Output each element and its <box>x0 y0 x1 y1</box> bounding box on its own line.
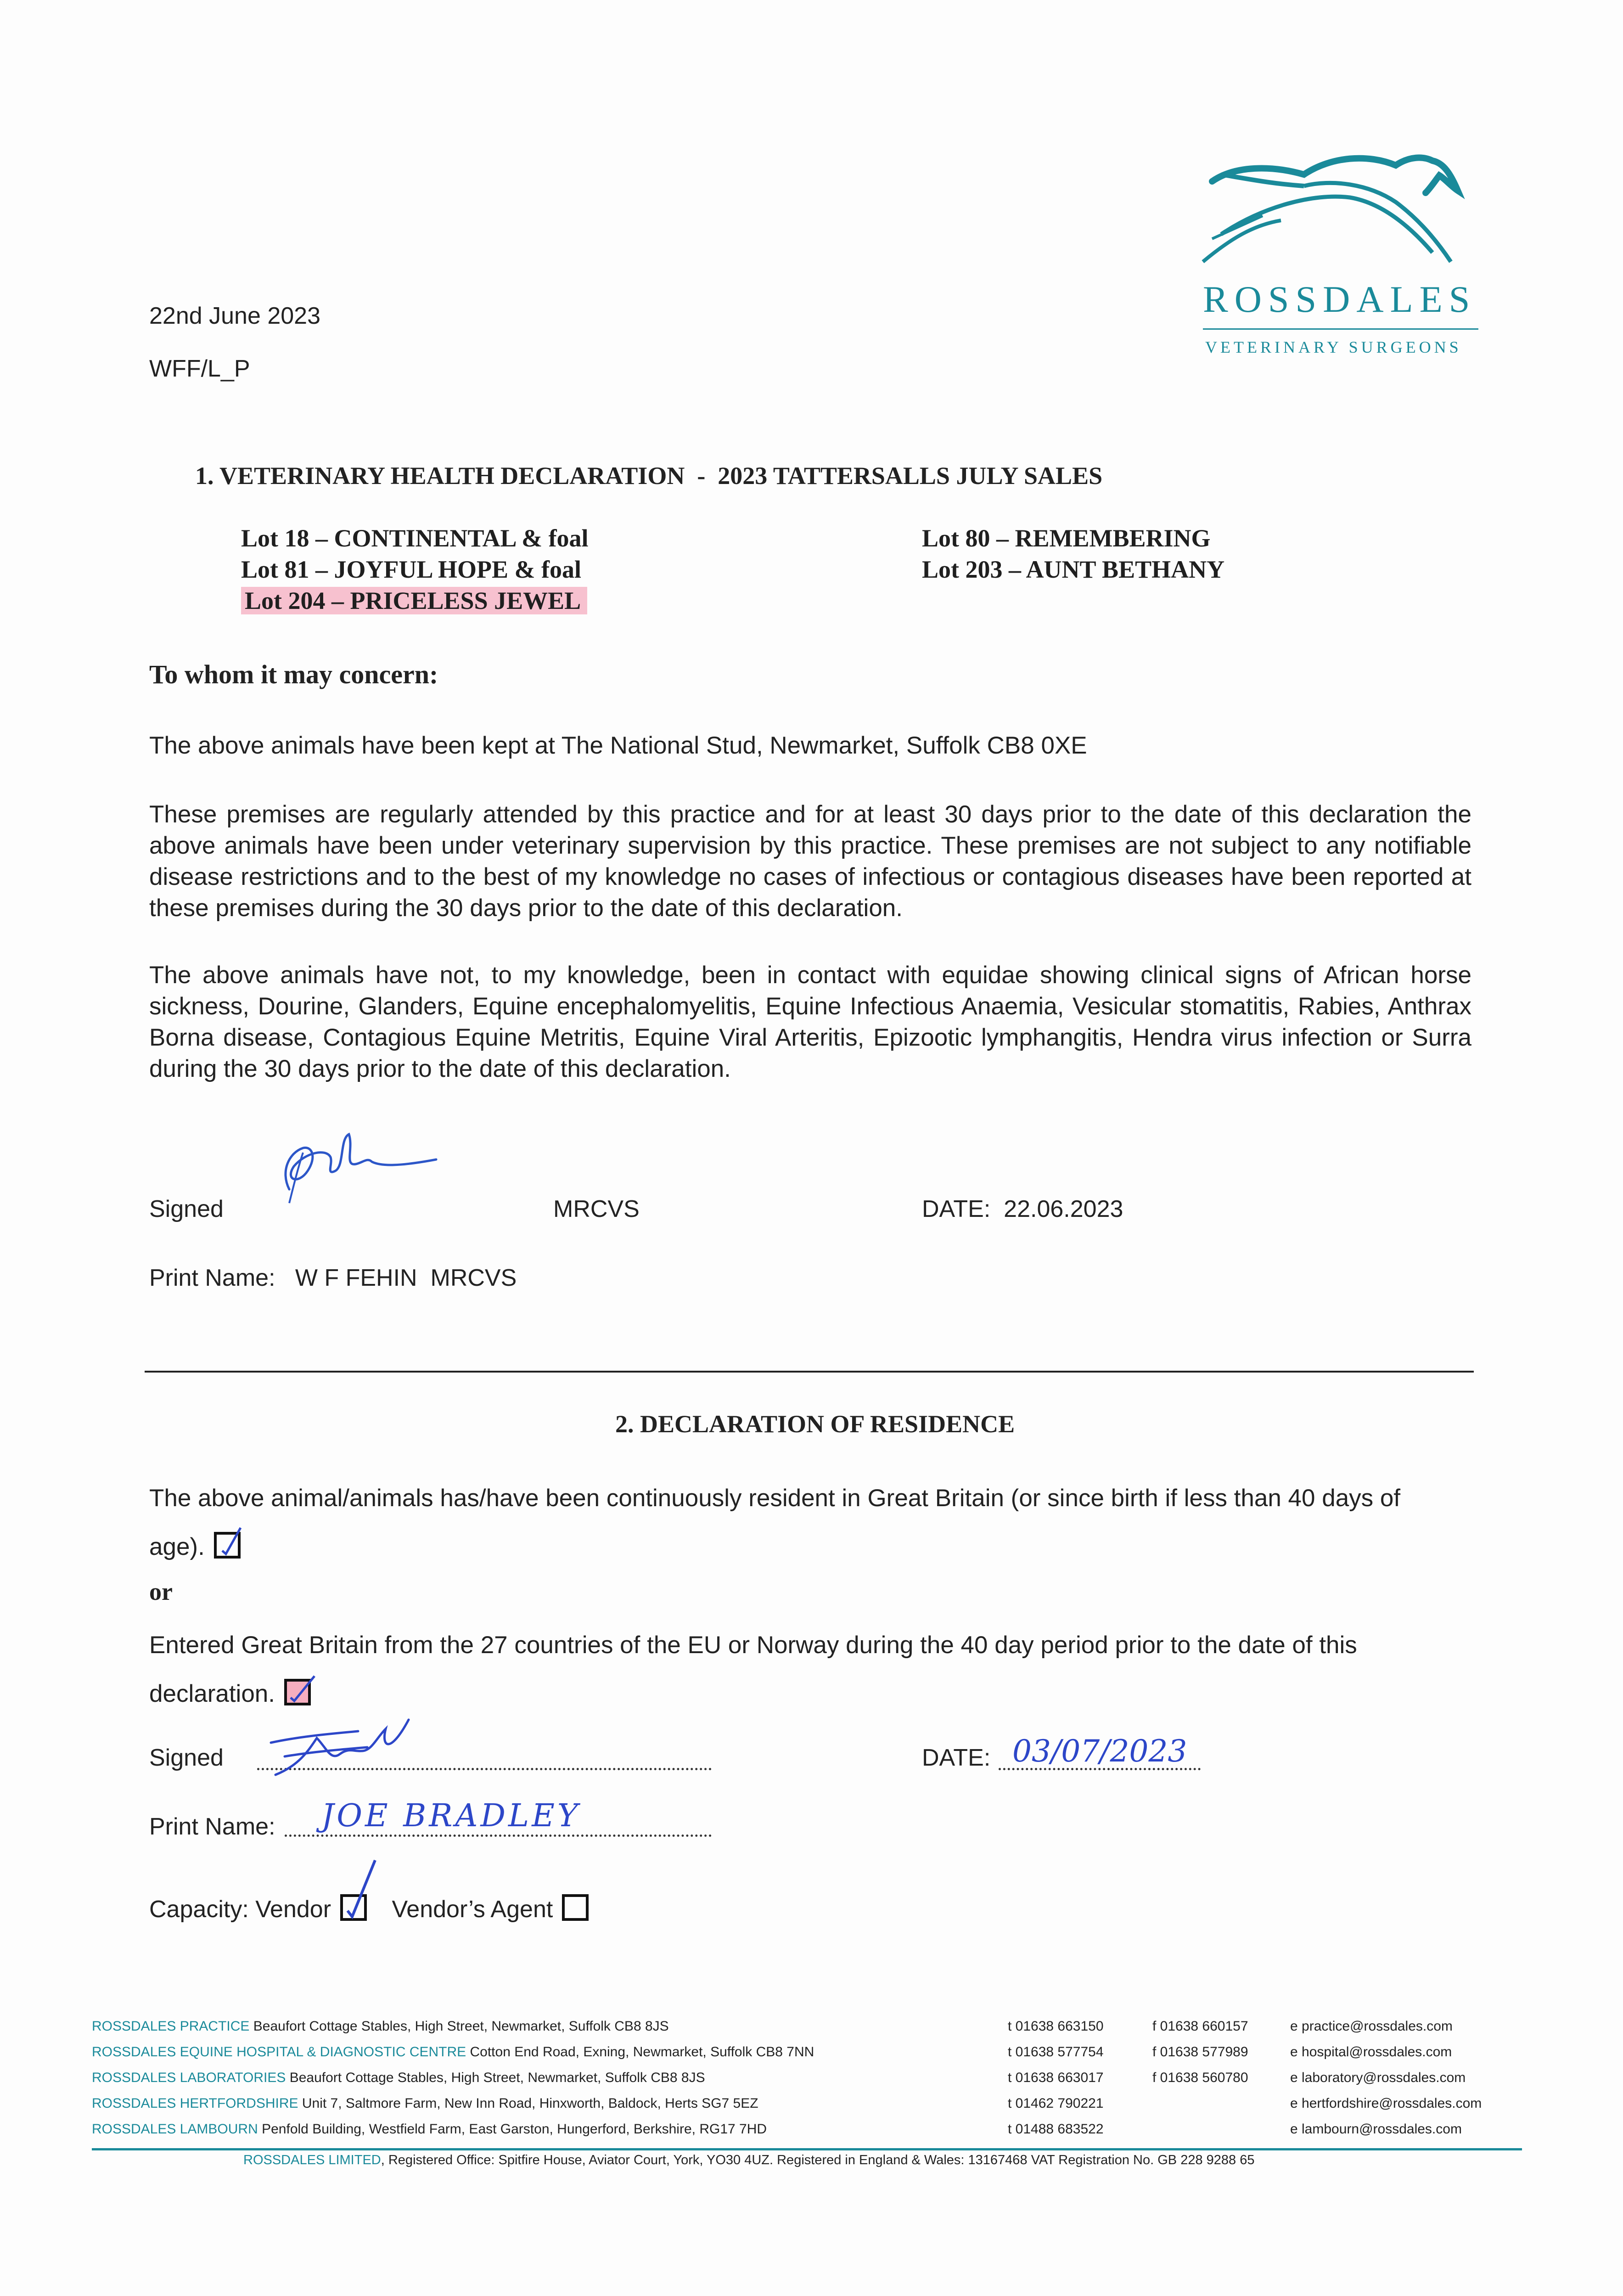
footer-row <box>92 2014 1538 2039</box>
vet-print-name: Print Name: W F FEHIN MRCVS <box>149 1265 517 1291</box>
reference-code: WFF/L_P <box>149 355 250 382</box>
footer-divider <box>92 2148 1522 2150</box>
highlighted-lot: Lot 204 – PRICELESS JEWEL <box>241 587 587 614</box>
lot-item: Lot 80 – REMEMBERING <box>922 524 1211 552</box>
footer-fax: f 01638 660157 <box>1152 2019 1248 2034</box>
lots-right <box>922 523 1224 585</box>
option1-text: The above animal/animals has/have been continuously resident in Great Britain (or since birth if less than 40 days of age). <box>149 1485 1401 1560</box>
footer-row <box>92 2116 1538 2142</box>
section1-title: 1. VETERINARY HEALTH DECLARATION - 2023 TATTERSALLS JULY SALES <box>195 462 1103 490</box>
footer-email[interactable]: e laboratory@rossdales.com <box>1290 2070 1466 2085</box>
lots-left <box>241 523 589 616</box>
registered-org: ROSSDALES LIMITED <box>243 2153 381 2167</box>
capacity-label: Capacity: Vendor <box>149 1896 331 1923</box>
vendor-print-name-value: JOE BRADLEY <box>321 1798 581 1834</box>
footer-address: Beaufort Cottage Stables, High Street, Newmarket, Suffolk CB8 8JS <box>289 2070 705 2085</box>
footer-email[interactable]: e lambourn@rossdales.com <box>1290 2122 1462 2137</box>
footer-email[interactable]: e hertfordshire@rossdales.com <box>1290 2096 1482 2111</box>
or-label: or <box>149 1578 173 1605</box>
footer-row <box>92 2039 1538 2065</box>
lot-item: Lot 81 – JOYFUL HOPE & foal <box>241 556 581 583</box>
footer-tel: t 01638 663150 <box>1008 2019 1104 2034</box>
footer-email[interactable]: e practice@rossdales.com <box>1290 2019 1453 2034</box>
print-name-dotted-line <box>285 1835 712 1837</box>
resident-checkbox[interactable] <box>214 1532 241 1559</box>
salutation: To whom it may concern: <box>149 659 438 689</box>
vendor-signature-line[interactable] <box>257 1743 712 1770</box>
checkmark-icon <box>287 1672 319 1705</box>
vendor-print-name-label: Print Name: <box>149 1813 275 1840</box>
rossdales-logo <box>1194 147 1488 363</box>
capacity-row <box>149 1894 589 1925</box>
footer-email[interactable]: e hospital@rossdales.com <box>1290 2044 1452 2060</box>
footer-org: ROSSDALES LABORATORIES <box>92 2070 286 2085</box>
vendor-date-value: 03/07/2023 <box>1012 1733 1187 1769</box>
footer-address: Unit 7, Saltmore Farm, New Inn Road, Hinxworth, Baldock, Herts SG7 5EZ <box>302 2096 758 2111</box>
footer-tel: t 01638 663017 <box>1008 2070 1104 2085</box>
footer-address: Cotton End Road, Exning, Newmarket, Suffolk CB8 7NN <box>470 2044 814 2060</box>
vendor-signature <box>257 1711 450 1784</box>
vendor-signed-label: Signed <box>149 1745 224 1771</box>
logo-name: ROSSDALES <box>1203 278 1477 320</box>
mrcvs-label: MRCVS <box>553 1196 640 1222</box>
footer-row <box>92 2065 1538 2091</box>
footer-address: Beaufort Cottage Stables, High Street, Newmarket, Suffolk CB8 8JS <box>253 2019 669 2034</box>
footer-contacts <box>92 2014 1538 2142</box>
section2-title: 2. DECLARATION OF RESIDENCE <box>615 1410 1015 1438</box>
vet-signature <box>262 1120 455 1212</box>
lot-item: Lot 203 – AUNT BETHANY <box>922 556 1225 583</box>
checkmark-icon <box>341 1858 377 1922</box>
vendor-checkbox[interactable] <box>340 1894 367 1921</box>
footer-tel: t 01488 683522 <box>1008 2122 1104 2137</box>
lot-item: Lot 18 – CONTINENTAL & foal <box>241 524 589 552</box>
footer-org: ROSSDALES EQUINE HOSPITAL & DIAGNOSTIC CENTRE <box>92 2044 466 2060</box>
checkmark-icon <box>218 1525 245 1558</box>
footer-tel: t 01638 577754 <box>1008 2044 1104 2060</box>
footer-org: ROSSDALES PRACTICE <box>92 2019 250 2034</box>
entered-gb-checkbox[interactable] <box>284 1679 311 1705</box>
option2-text: Entered Great Britain from the 27 countries of the EU or Norway during the 40 day period prior to the date of this declaration. <box>149 1632 1357 1707</box>
vendor-date-label: DATE: <box>922 1745 991 1771</box>
footer-fax: f 01638 577989 <box>1152 2044 1248 2060</box>
footer-org: ROSSDALES HERTFORDSHIRE <box>92 2096 298 2111</box>
lot-item-highlighted <box>241 585 589 616</box>
vendor-date-field[interactable] <box>999 1733 1201 1770</box>
registered-office <box>243 2153 1254 2168</box>
logo-divider <box>1203 328 1478 330</box>
residence-option-1 <box>149 1474 1435 1571</box>
footer-address: Penfold Building, Westfield Farm, East Garston, Hungerford, Berkshire, RG17 7HD <box>262 2122 767 2137</box>
vendor-print-name-field[interactable] <box>285 1798 712 1837</box>
logo-tagline: VETERINARY SURGEONS <box>1205 338 1462 356</box>
footer-fax: f 01638 560780 <box>1152 2070 1248 2085</box>
paragraph-disease-contact: The above animals have not, to my knowledge, been in contact with equidae showing clinical signs of African horse sickness, Dourine, Glanders, Equine encephalomyelitis, Equine Infectious Anaemia, Vesicular stomatitis, Rabies, Anthrax Borna disease, Contagious Equine Metritis, Equine Viral Arteritis, Epizootic lymphangitis, Hendra virus infection or Surra during the 30 days prior to the date of this declaration. <box>149 962 1471 1082</box>
footer-org: ROSSDALES LAMBOURN <box>92 2122 258 2137</box>
footer-row <box>92 2091 1538 2116</box>
footer-tel: t 01462 790221 <box>1008 2096 1104 2111</box>
section-divider <box>145 1371 1474 1373</box>
vendor-agent-checkbox[interactable] <box>562 1894 589 1921</box>
agent-label: Vendor’s Agent <box>392 1896 553 1923</box>
letter-date: 22nd June 2023 <box>149 303 321 329</box>
horse-logo-icon <box>1194 147 1488 280</box>
signed-label: Signed <box>149 1196 224 1222</box>
paragraph-supervision: These premises are regularly attended by this practice and for at least 30 days prior to the date of this declaration the above animals have been under veterinary supervision by this practice. These premises are not subject to any notifiable disease restrictions and to the best of my knowledge no cases of infectious or contagious diseases have been reported at these premises during the 30 days prior to the date of this declaration. <box>149 801 1471 922</box>
paragraph-premises: The above animals have been kept at The National Stud, Newmarket, Suffolk CB8 0XE <box>149 732 1087 759</box>
registered-text: , Registered Office: Spitfire House, Aviator Court, York, YO30 4UZ. Registered in England & Wales: 13167468 VAT Registration No. GB 228 9288 65 <box>381 2153 1255 2167</box>
vet-declaration-date: DATE: 22.06.2023 <box>922 1196 1123 1222</box>
residence-option-2 <box>149 1621 1435 1718</box>
